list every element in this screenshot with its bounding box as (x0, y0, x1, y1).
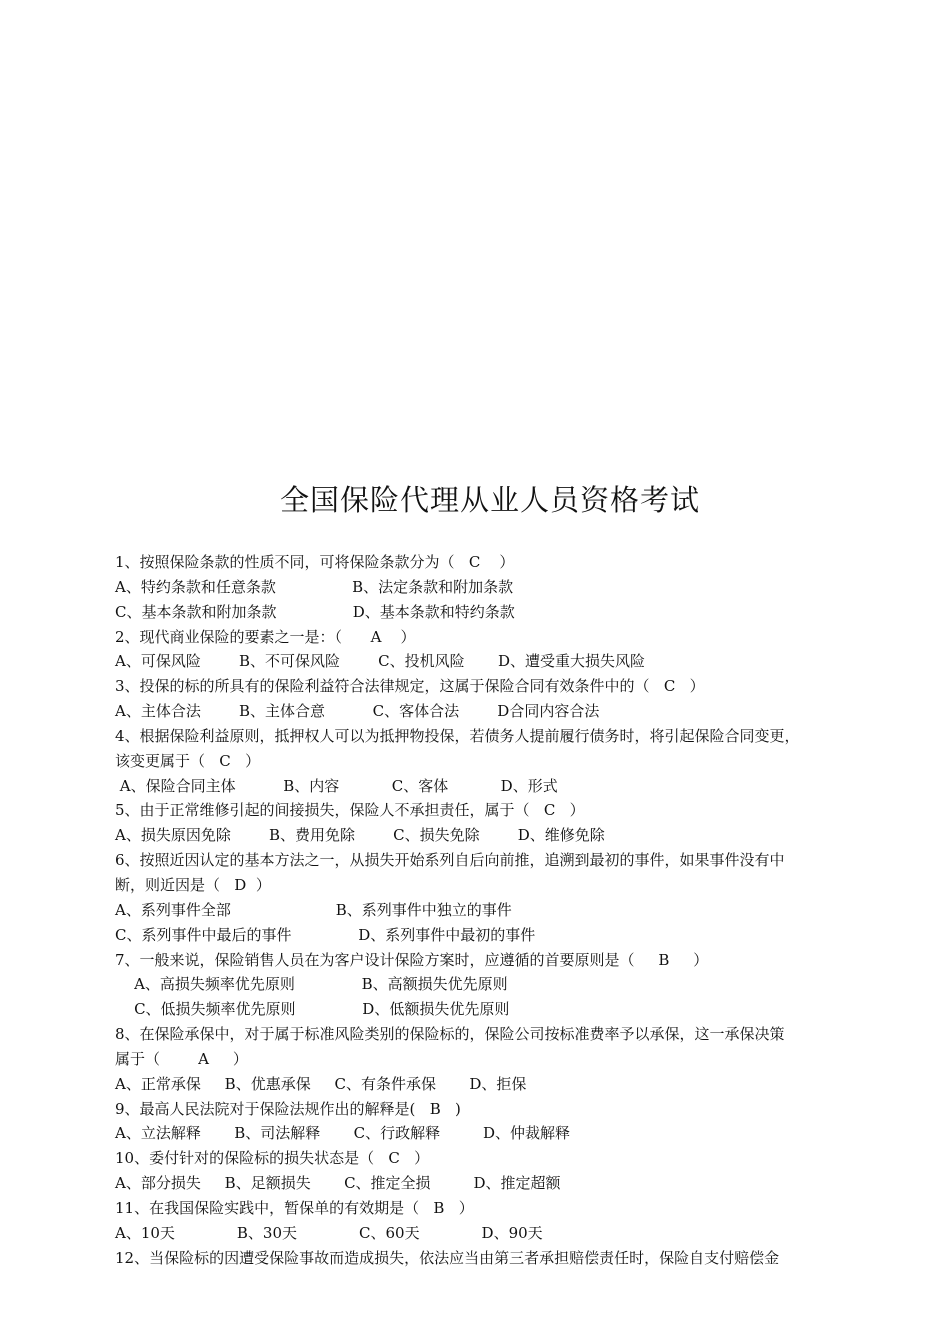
option-line: A、高损失频率优先原则 B、高额损失优先原则 (115, 975, 508, 994)
question-line: 断，则近因是（ D ） (115, 875, 271, 894)
option-line: A、系列事件全部 B、系列事件中独立的事件 (115, 900, 512, 919)
question-line: 该变更属于（ C ） (115, 751, 261, 770)
option-line: A、可保风险 B、不可保风险 C、投机风险 D、遭受重大损失风险 (115, 652, 646, 671)
question-line: 3、投保的标的所具有的保险利益符合法律规定，这属于保险合同有效条件中的（ C ） (115, 677, 705, 696)
option-line: C、低损失频率优先原则 D、低额损失优先原则 (115, 1000, 510, 1019)
question-line: 属于（ A ） (115, 1049, 248, 1068)
option-line: A、正常承保 B、优惠承保 C、有条件承保 D、拒保 (115, 1074, 527, 1093)
question-line: 12、当保险标的因遭受保险事故而造成损失，依法应当由第三者承担赔偿责任时，保险自支付赔偿金 (115, 1248, 780, 1267)
option-line: A、损失原因免除 B、费用免除 C、损失免除 D、维修免除 (115, 826, 605, 845)
option-line: A、10天 B、30天 C、60天 D、90天 (115, 1223, 543, 1242)
option-line: C、系列事件中最后的事件 D、系列事件中最初的事件 (115, 925, 536, 944)
question-line: 6、按照近因认定的基本方法之一，从损失开始系列自后向前推，追溯到最初的事件，如果事件没有中 (115, 851, 785, 870)
option-line: A、主体合法 B、主体合意 C、客体合法 D合同内容合法 (115, 702, 600, 721)
question-line: 7、一般来说，保险销售人员在为客户设计保险方案时，应遵循的首要原则是（ B ） (115, 950, 709, 969)
option-line: A、保险合同主体 B、内容 C、客体 D、形式 (115, 776, 558, 795)
question-line: 2、现代商业保险的要素之一是：（ A ） (115, 627, 416, 646)
question-line: 5、由于正常维修引起的间接损失，保险人不承担责任，属于（ C ） (115, 801, 585, 820)
option-line: A、立法解释 B、司法解释 C、行政解释 D、仲裁解释 (115, 1124, 571, 1143)
option-line: A、特约条款和任意条款 B、法定条款和附加条款 (115, 577, 514, 596)
question-list (115, 550, 875, 1270)
question-line: 1、按照保险条款的性质不同，可将保险条款分为（ C ） (115, 553, 515, 571)
question-line: 9、最高人民法院对于保险法规作出的解释是( B ) (115, 1099, 461, 1118)
question-line: 8、在保险承保中，对于属于标准风险类别的保险标的，保险公司按标准费率予以承保，这一承保决策 (115, 1025, 785, 1044)
question-line: 10、委付针对的保险标的损失状态是（ C ） (115, 1149, 430, 1168)
option-line: C、基本条款和附加条款 D、基本条款和特约条款 (115, 602, 515, 621)
page-title: 全国保险代理从业人员资格考试 (279, 483, 700, 517)
option-line: A、部分损失 B、足额损失 C、推定全损 D、推定超额 (115, 1174, 561, 1193)
question-line: 4、根据保险利益原则，抵押权人可以为抵押物投保，若债务人提前履行债务时，将引起保险合同变更， (115, 726, 800, 745)
question-line: 11、在我国保险实践中，暂保单的有效期是（ B ） (115, 1198, 474, 1217)
